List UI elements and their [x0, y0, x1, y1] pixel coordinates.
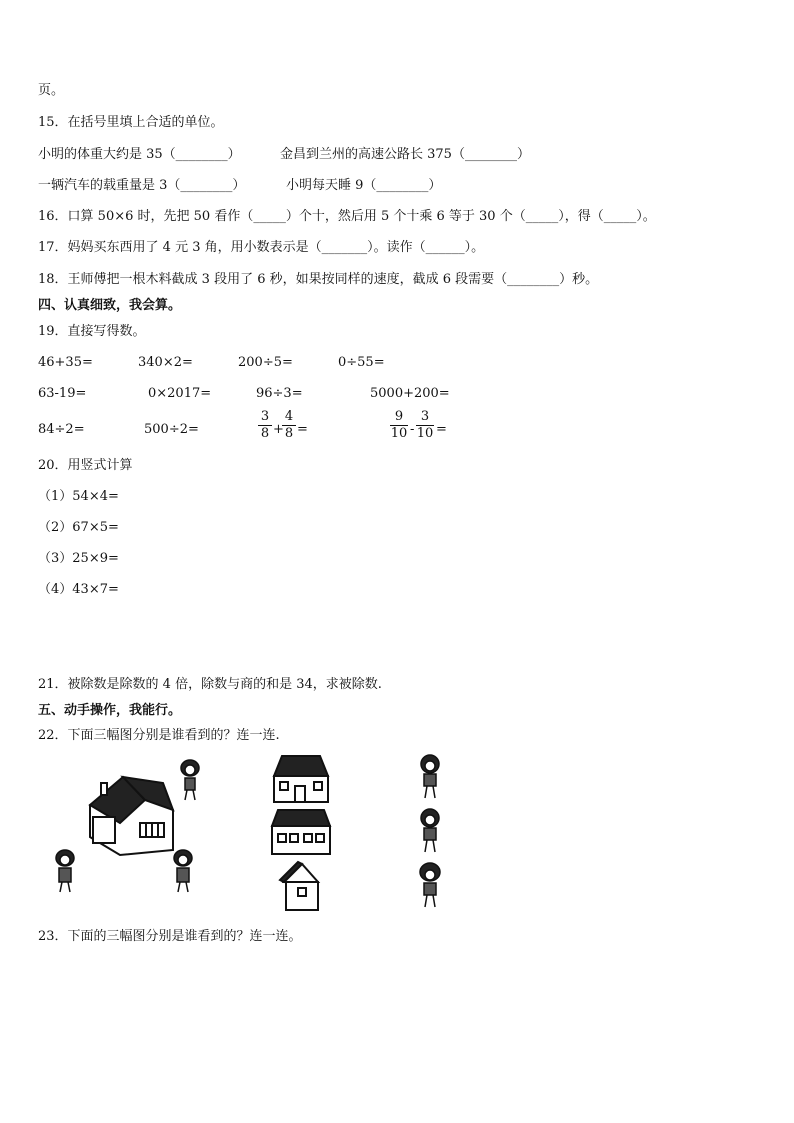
question-15: 15．在括号里填上合适的单位。: [38, 115, 224, 130]
vertical-calc-item: （2）67×5=: [38, 520, 119, 535]
minus-sign: -: [410, 422, 415, 437]
q15-item-sleep: 小明每天睡 9（________）: [286, 178, 442, 193]
house-scene-illustration: [45, 755, 225, 900]
calc-item: 0÷55=: [338, 355, 385, 370]
calc-item: 96÷3=: [256, 386, 303, 401]
numerator: 9: [394, 409, 404, 424]
numerator: 3: [260, 409, 270, 424]
calc-item: 200÷5=: [238, 355, 293, 370]
section-4-heading: 四、认真细致，我会算。: [38, 298, 182, 313]
numerator: 3: [420, 409, 430, 424]
plus-sign: +: [273, 422, 284, 437]
fraction: [416, 410, 434, 441]
question-16: 16．口算 50×6 时，先把 50 看作（_____）个十，然后用 5 个十乘 6 等于 30 个（_____），得（_____）。: [38, 209, 656, 224]
child-figure: [174, 850, 192, 892]
calc-item: 63-19=: [38, 386, 87, 401]
equals-sign: =: [436, 422, 447, 437]
children-column-illustration: [408, 752, 452, 912]
question-21: 21．被除数是除数的 4 倍，除数与商的和是 34，求被除数.: [38, 677, 382, 692]
question-22: 22．下面三幅图分别是谁看到的？连一连.: [38, 728, 280, 743]
question-23: 23．下面的三幅图分别是谁看到的？连一连。: [38, 929, 302, 944]
q15-item-load: 一辆汽车的载重量是 3（________）: [38, 178, 246, 193]
calc-item: 500÷2=: [144, 422, 199, 437]
question-18: 18．王师傅把一根木料截成 3 段用了 6 秒，如果按同样的速度，截成 6 段需要（________）秒。: [38, 272, 599, 287]
denominator: 10: [416, 426, 434, 441]
child-figure: [421, 809, 439, 852]
child-figure: [421, 755, 439, 798]
fraction: [282, 410, 296, 441]
denominator: 8: [260, 426, 270, 441]
q15-item-distance: 金昌到兰州的高速公路长 375（________）: [280, 147, 530, 162]
fraction: [390, 410, 408, 441]
child-figure: [56, 850, 74, 892]
numerator: 4: [284, 409, 294, 424]
calc-item: 0×2017=: [148, 386, 212, 401]
equals-sign: =: [297, 422, 308, 437]
calc-item: 84÷2=: [38, 422, 85, 437]
denominator: 10: [390, 426, 408, 441]
question-20: 20．用竖式计算: [38, 458, 133, 473]
calc-item: 340×2=: [138, 355, 193, 370]
fraction: [258, 410, 272, 441]
question-17: 17．妈妈买东西用了 4 元 3 角，用小数表示是（_______）。读作（______）。: [38, 240, 485, 255]
child-figure: [181, 760, 199, 800]
calc-item: 46+35=: [38, 355, 93, 370]
child-figure: [420, 863, 440, 907]
vertical-calc-item: （4）43×7=: [38, 582, 119, 597]
vertical-calc-item: （3）25×9=: [38, 551, 119, 566]
house-views-illustration: [268, 752, 334, 912]
section-5-heading: 五、动手操作，我能行。: [38, 703, 182, 718]
question-19: 19．直接写得数。: [38, 324, 146, 339]
continued-text: 页。: [38, 83, 65, 98]
denominator: 8: [284, 426, 294, 441]
calc-item: 5000+200=: [370, 386, 450, 401]
q15-item-weight: 小明的体重大约是 35（________）: [38, 147, 241, 162]
vertical-calc-item: （1）54×4=: [38, 489, 119, 504]
